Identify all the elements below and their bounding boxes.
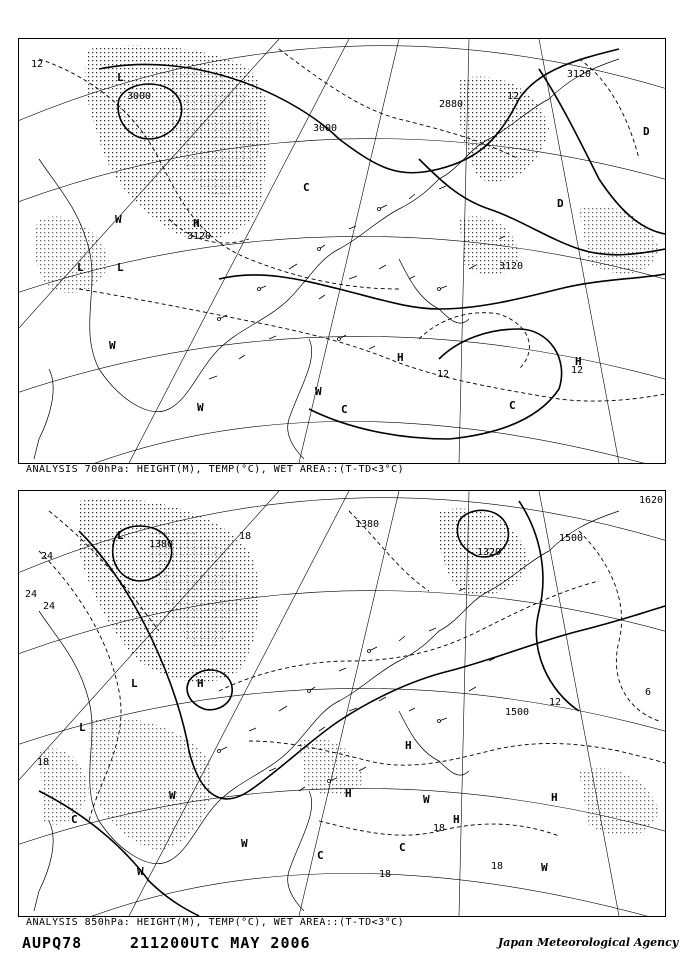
- height-label: 2880: [439, 99, 464, 110]
- chart-850hpa: [19, 491, 665, 916]
- center-label: H: [397, 351, 404, 364]
- agency-name: Japan Meteorological Agency: [498, 936, 679, 949]
- center-label: C: [399, 841, 406, 854]
- center-label: H: [193, 217, 200, 230]
- center-label: L: [79, 721, 86, 734]
- height-label: 3000: [127, 91, 152, 102]
- height-label: 3120: [187, 231, 212, 242]
- caption-700hpa: ANALYSIS 700hPa: HEIGHT(M), TEMP(°C), WET AREA::(T-TD<3°C): [26, 464, 405, 475]
- wet-area: [579, 768, 659, 835]
- chart-code: AUPQ78: [22, 934, 83, 952]
- station-plots: [218, 588, 496, 791]
- height-label: 1320: [477, 547, 502, 558]
- wet-area: [579, 206, 659, 273]
- center-label: C: [317, 849, 324, 862]
- temp-label: 12: [571, 365, 584, 376]
- temp-label: 6: [645, 687, 652, 698]
- temp-label: 18: [379, 869, 392, 880]
- center-label: H: [551, 791, 558, 804]
- center-label: W: [137, 865, 144, 878]
- center-label: L: [77, 261, 84, 274]
- center-label: C: [509, 399, 516, 412]
- temp-label: 18: [239, 531, 252, 542]
- height-label: 3120: [499, 261, 524, 272]
- center-label: L: [131, 677, 138, 690]
- center-label: W: [541, 861, 548, 874]
- wet-area: [89, 718, 212, 851]
- center-label: D: [557, 197, 564, 210]
- chart-700hpa: [19, 39, 665, 463]
- temp-label: 18: [491, 861, 504, 872]
- height-label: 1380: [355, 519, 380, 530]
- center-label: W: [115, 213, 122, 226]
- height-label: 1500: [505, 707, 530, 718]
- temp-label: 24: [41, 551, 54, 562]
- wet-area: [458, 76, 549, 181]
- wet-area: [299, 738, 364, 796]
- center-label: L: [117, 261, 124, 274]
- height-label: 3120: [567, 69, 592, 80]
- center-label: C: [341, 403, 348, 416]
- center-label: W: [109, 339, 116, 352]
- center-label: W: [423, 793, 430, 806]
- center-label: C: [71, 813, 78, 826]
- center-label: C: [303, 181, 310, 194]
- height-label: 1500: [559, 533, 584, 544]
- center-label: D: [643, 125, 650, 138]
- center-label: H: [453, 813, 460, 826]
- center-label: H: [197, 677, 204, 690]
- map-panel-700hpa: [18, 38, 666, 464]
- center-label: W: [197, 401, 204, 414]
- temp-label: 12: [507, 91, 520, 102]
- wet-area: [34, 216, 109, 292]
- temp-label: 12: [31, 59, 44, 70]
- temp-label: 18: [433, 823, 446, 834]
- center-label: L: [117, 529, 124, 542]
- map-panel-850hpa: [18, 490, 666, 917]
- center-label: H: [345, 787, 352, 800]
- valid-time: 211200UTC MAY 2006: [130, 934, 311, 952]
- temp-label: 24: [43, 601, 56, 612]
- center-label: H: [575, 355, 582, 368]
- height-label: 1620: [639, 495, 664, 506]
- center-label: W: [241, 837, 248, 850]
- center-label: W: [315, 385, 322, 398]
- height-label: 1380: [149, 539, 174, 550]
- center-label: H: [405, 739, 412, 752]
- center-label: W: [169, 789, 176, 802]
- temp-label: 18: [37, 757, 50, 768]
- caption-850hpa: ANALYSIS 850hPa: HEIGHT(M), TEMP(°C), WET AREA::(T-TD<3°C): [26, 917, 405, 928]
- center-label: L: [117, 71, 124, 84]
- height-label: 3000: [313, 123, 338, 134]
- temp-label: 12: [549, 697, 562, 708]
- temp-label: 12: [437, 369, 450, 380]
- temp-label: 24: [25, 589, 38, 600]
